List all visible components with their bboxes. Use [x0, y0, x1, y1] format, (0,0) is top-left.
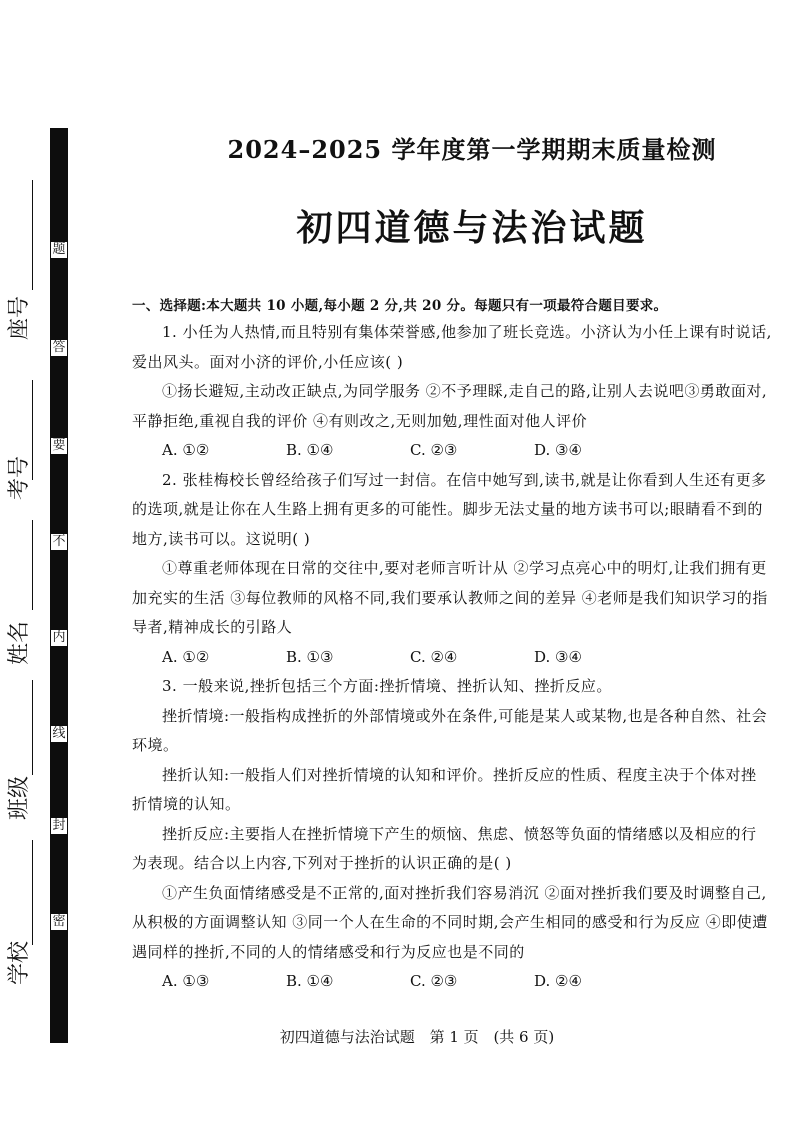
seal-char: 封 [50, 816, 68, 836]
question-1-stem: 1. 小任为人热情,而且特别有集体荣誉感,他参加了班长竞选。小济认为小任上课有时说话,爱出风头。面对小济的评价,小任应该( ) [132, 323, 772, 371]
name-label: 姓名 [7, 620, 32, 665]
exam-title-line1: 2024–2025 学年度第一学期期末质量检测 [227, 135, 717, 164]
option-d[interactable]: D. ③④ [534, 647, 582, 666]
question-2-stem: 2. 张桂梅校长曾经给孩子们写过一封信。在信中她写到,读书,就是让你看到人生还有更多的选项,就是让你在人生路上拥有更多的可能性。脚步无法丈量的地方读书可以;眼睛看不到的地方,读书可以。这说明( ) [132, 470, 767, 548]
question-1-statements: ①扬长避短,主动改正缺点,为同学服务 ②不予理睬,走自己的路,让别人去说吧③勇敢面对,平静拒绝,重视自我的评价 ④有则改之,无则加勉,理性面对他人评价 [132, 382, 768, 430]
question-2-options [132, 643, 772, 673]
exam-number-label: 考号 [7, 455, 32, 500]
option-c[interactable]: C. ②③ [410, 441, 458, 459]
seal-char: 内 [50, 628, 68, 648]
footer-total-pages: (共 6 页) [493, 1028, 555, 1046]
question-2-statements: ①尊重老师体现在日常的交往中,要对老师言听计从 ②学习点亮心中的明灯,让我们拥有更加充实的生活 ③每位教师的风格不同,我们要承认教师之间的差异 ④老师是我们知识学习的指导者,精神成长的引路人 [132, 559, 768, 636]
question-3-context-3: 挫折反应:主要指人在挫折情境下产生的烦恼、焦虑、愤怒等负面的情绪感以及相应的行为表现。结合以上内容,下列对于挫折的认识正确的是( ) [132, 824, 757, 872]
name-line[interactable] [32, 520, 33, 610]
exam-title-line2: 初四道德与法治试题 [296, 207, 648, 249]
option-b[interactable]: B. ①④ [286, 972, 334, 990]
option-b[interactable]: B. ①④ [286, 441, 334, 459]
option-b[interactable]: B. ①③ [286, 647, 334, 666]
option-d[interactable]: D. ③④ [534, 441, 582, 459]
page-footer [0, 1027, 794, 1047]
option-a[interactable]: A. ①③ [162, 972, 210, 990]
class-label: 班级 [7, 775, 32, 820]
question-3-stem: 3. 一般来说,挫折包括三个方面:挫折情境、挫折认知、挫折反应。 [162, 677, 612, 695]
footer-page-number: 第 1 页 [429, 1028, 479, 1046]
school-label: 学校 [7, 940, 32, 985]
seal-char: 题 [50, 240, 68, 260]
question-3-options [132, 967, 772, 997]
seat-number-label: 座号 [7, 295, 32, 340]
school-line[interactable] [32, 840, 33, 945]
seal-char: 要 [50, 436, 68, 456]
exam-content [132, 120, 772, 997]
binding-bar [50, 128, 68, 1043]
exam-number-line[interactable] [32, 380, 33, 480]
option-c[interactable]: C. ②④ [410, 647, 458, 666]
option-a[interactable]: A. ①② [162, 441, 210, 459]
section-heading: 一、选择题:本大题共 10 小题,每小题 2 分,共 20 分。每题只有一项最符合题目要求。 [132, 298, 668, 314]
option-d[interactable]: D. ②④ [534, 972, 582, 990]
class-line[interactable] [32, 680, 33, 775]
seal-char: 答 [50, 338, 68, 358]
seal-char: 不 [50, 532, 68, 552]
question-3-context-1: 挫折情境:一般指构成挫折的外部情境或外在条件,可能是某人或某物,也是各种自然、社会环境。 [132, 706, 768, 754]
footer-exam-name: 初四道德与法治试题 [279, 1028, 415, 1046]
option-a[interactable]: A. ①② [162, 647, 210, 666]
seal-char: 线 [50, 724, 68, 744]
binding-margin [0, 0, 100, 1123]
question-3-statements: ①产生负面情绪感受是不正常的,面对挫折我们容易消沉 ②面对挫折我们要及时调整自己,从积极的方面调整认知 ③同一个人在生命的不同时期,会产生相同的感受和行为反应 ④即使遭遇同样的挫折,不同的人的情绪感受和行为反应也是不同的 [132, 883, 768, 961]
question-1-options [132, 436, 772, 466]
question-3-context-2: 挫折认知:一般指人们对挫折情境的认知和评价。挫折反应的性质、程度主决于个体对挫折情境的认知。 [132, 765, 757, 813]
option-c[interactable]: C. ②③ [410, 972, 458, 990]
seal-char: 密 [50, 912, 68, 932]
seat-number-line[interactable] [32, 180, 33, 290]
